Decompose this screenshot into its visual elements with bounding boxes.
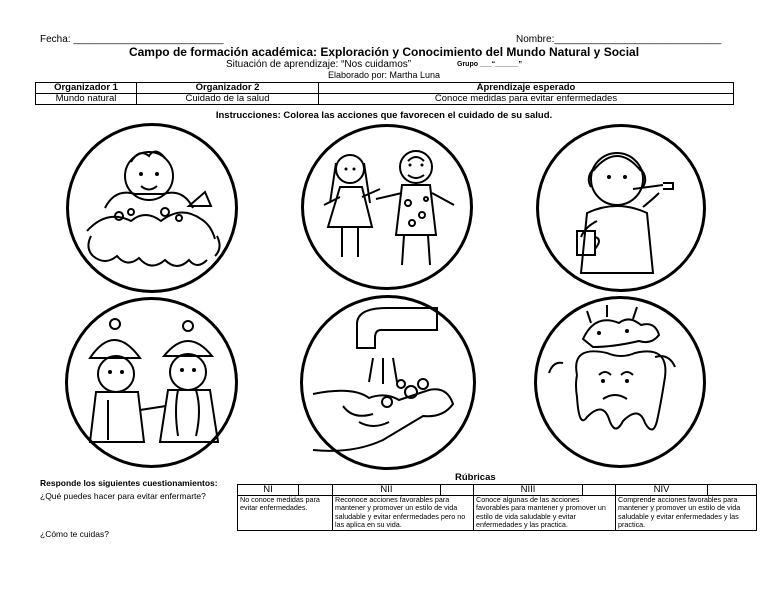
hand-washing-icon — [303, 298, 473, 467]
instructions: Instrucciones: Colorea las acciones que favorecen el cuidado de su salud. — [215, 110, 553, 121]
aprendizaje-header: Aprendizaje esperado — [319, 83, 734, 94]
illustration-tooth-germs[interactable] — [534, 296, 706, 468]
rubric-level-niii: NIII — [474, 485, 583, 496]
aprendizaje-value: Conoce medidas para evitar enfermedades — [319, 94, 734, 105]
rubric-desc-niv: Comprende acciones favorables para mantener y promover un estilo de vida saludable y evitar enfermedades y las practica. — [616, 496, 757, 531]
child-bathing-icon — [69, 126, 235, 290]
nombre-field: Nombre:______________________________ — [516, 34, 722, 45]
rubric-spacer — [299, 485, 333, 496]
author-line: Elaborado por: Martha Luna — [327, 70, 441, 80]
rubric-level-niv: NIV — [616, 485, 708, 496]
organizer-1-header: Organizador 1 — [36, 83, 137, 94]
rubric-desc-niii: Conoce algunas de las acciones favorables para mantener y promover un estilo de vida saludable y evitar enfermedades y las practica. — [474, 496, 616, 531]
illustration-clean-dirty[interactable] — [301, 124, 473, 290]
rubric-title: Rúbricas — [455, 472, 496, 483]
page-title: Campo de formación académica: Exploración y Conocimiento del Mundo Natural y Social — [128, 45, 640, 59]
question-2: ¿Cómo te cuidas? — [40, 529, 109, 539]
grupo-field: Grupo ___“______” — [457, 61, 522, 68]
rubric-spacer — [583, 485, 616, 496]
rubric-desc-ni: No conoce medidas para evitar enfermedades. — [238, 496, 333, 531]
illustration-hand-washing[interactable] — [300, 295, 476, 470]
rubric-spacer — [708, 485, 757, 496]
rubric-desc-nii: Reconoce acciones favorables para mantener y promover un estilo de vida saludable y evitar enfermedades pero no las aplica en su vida. — [333, 496, 474, 531]
questions-heading: Responde los siguientes cuestionamientos: — [40, 478, 218, 488]
rubric-table — [237, 484, 757, 531]
organizer-1-value: Mundo natural — [36, 94, 137, 105]
illustration-brushing[interactable] — [536, 124, 706, 292]
question-1: ¿Qué puedes hacer para evitar enfermarte? — [40, 491, 206, 501]
tooth-with-germs-icon — [537, 299, 703, 465]
illustration-bath[interactable] — [66, 123, 238, 293]
rubric-level-nii: NII — [333, 485, 441, 496]
children-winter-clothes-icon — [68, 300, 235, 465]
organizer-table — [35, 82, 734, 105]
fecha-field: Fecha: ___________________________ — [40, 34, 224, 45]
clean-and-dirty-children-icon — [304, 127, 470, 287]
organizer-2-header: Organizador 2 — [137, 83, 319, 94]
situacion-aprendizaje: Situación de aprendizaje: “Nos cuidamos” — [226, 59, 412, 70]
organizer-2-value: Cuidado de la salud — [137, 94, 319, 105]
illustration-winter-clothes[interactable] — [65, 297, 238, 468]
rubric-level-ni: NI — [238, 485, 299, 496]
rubric-spacer — [441, 485, 474, 496]
girl-brushing-teeth-icon — [539, 127, 703, 289]
